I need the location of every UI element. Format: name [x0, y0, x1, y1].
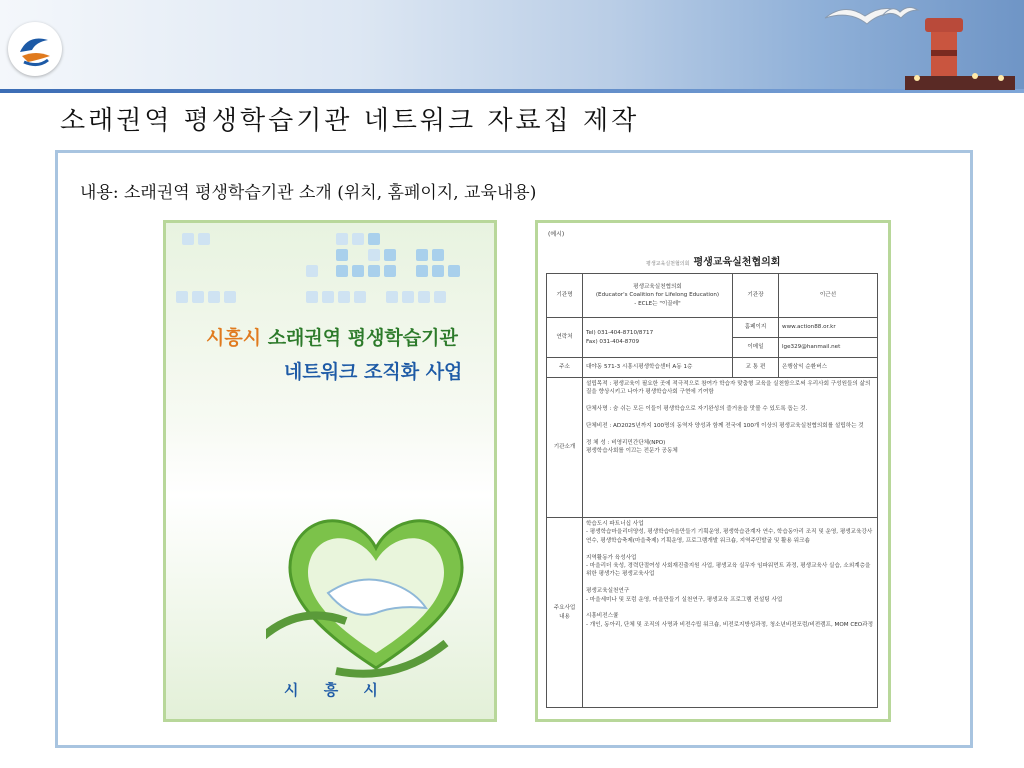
homepage-label: 홈페이지: [733, 318, 779, 338]
contact-value: Tel) 031-404-8710/8717 Fax) 031-404-8709: [583, 318, 733, 358]
doc-org-title: 평생교육실천협의회: [693, 257, 781, 268]
page-title: 소래권역 평생학습기관 네트워크 자료집 제작: [60, 106, 640, 136]
transport-label: 교 통 편: [733, 358, 779, 378]
cover-title: [206, 323, 458, 350]
intro-label: 기관소개: [547, 378, 583, 518]
lighthouse-icon: [905, 14, 1015, 90]
content-description: 내용: 소래권역 평생학습기관 소개 (위치, 홈페이지, 교육내용): [80, 183, 537, 203]
header-stripe: [0, 89, 1024, 93]
doc-heading: [646, 253, 780, 268]
siheung-logo: [8, 22, 62, 76]
sample-document: [535, 220, 891, 722]
name-label: 기관명: [547, 274, 583, 318]
homepage-value: www.action88.or.kr: [779, 318, 878, 338]
transport-value: 은행삼익 순환버스: [779, 358, 878, 378]
head-value: 이근선: [779, 274, 878, 318]
programs-text: 학습도시 파트너십 사업 - 평생학습마을리더양성, 평생학습마을만들기 기획운영, 평생학습관계자 연수, 학습동아리 조직 및 운영, 평생교육강사 연수, 평생학습축제(마을축제) 기획운영, 프로그램개발 워크숍, 지역주민발굴 및 활용 워크숍 지역활동가 육성사업 - 마을리더 육성, 경력단절여성 사회재진출지원 사업, 평생교육 실무자 임파워먼트 과정, 평생교육사 실습, 소외계층을 위한 평생가는 평생교육사업 평생교육실천연구 - 마을세미나 및 포럼 운영, 마을만들기 실천연구, 평생교육 프로그램 컨설팅 사업 시흥비전스쿨 - 개인, 동아리, 단체 및 조직의 사명과 비전수립 워크숍, 비전로지방성과정, 청소년비전포럼/비전캠프, MOM CEO과정: [583, 518, 878, 708]
head-label: 기관장: [733, 274, 779, 318]
cover-title-city: 시흥시: [206, 327, 262, 349]
org-info-table: [546, 273, 878, 708]
contact-label: 연락처: [547, 318, 583, 358]
handshake-heart-illustration: [266, 493, 486, 683]
cover-title-main: 소래권역 평생학습기관: [267, 327, 458, 349]
booklet-cover: [163, 220, 497, 722]
email-value: lge329@hanmail.net: [779, 338, 878, 358]
address-value: 대야동 571-3 시흥시평생학습센터 A동 1층: [583, 358, 733, 378]
cover-subtitle: 네트워크 조직화 사업: [284, 361, 463, 383]
email-label: 이메일: [733, 338, 779, 358]
name-value: 평생교육실천협의회 (Educator's Coalition for Lifelong Education) - ECLE는 "이끌레": [583, 274, 733, 318]
doc-org-logo-text: 평생교육실천협의회: [646, 261, 690, 267]
cover-footer-city: 시 흥 시: [284, 681, 388, 699]
doc-tag: (예시): [548, 231, 565, 238]
intro-text: 설립목적 : 평생교육이 필요한 곳에 적극적으로 참여가 학습자 맞춤형 교육을 실천함으로써 우리사회 구성원들의 삶의 질을 향상시키고 나아가 평생학습사회 구현에 기여함 단체사명 : 숨 쉬는 모든 이들이 평생학습으로 자기완성의 즐거움을 맛볼 수 있도록 돕는 것. 단체비전 : AD2025년까지 100명의 동역자 양성과 함께 전국에 100개 이상의 평생교육실천협의회를 설립하는 것 정 체 성 : 비영리민간단체(NPO) 평생학습사회를 이끄는 전문가 공동체: [583, 378, 878, 518]
programs-label: 주요사업 내용: [547, 518, 583, 708]
address-label: 주소: [547, 358, 583, 378]
